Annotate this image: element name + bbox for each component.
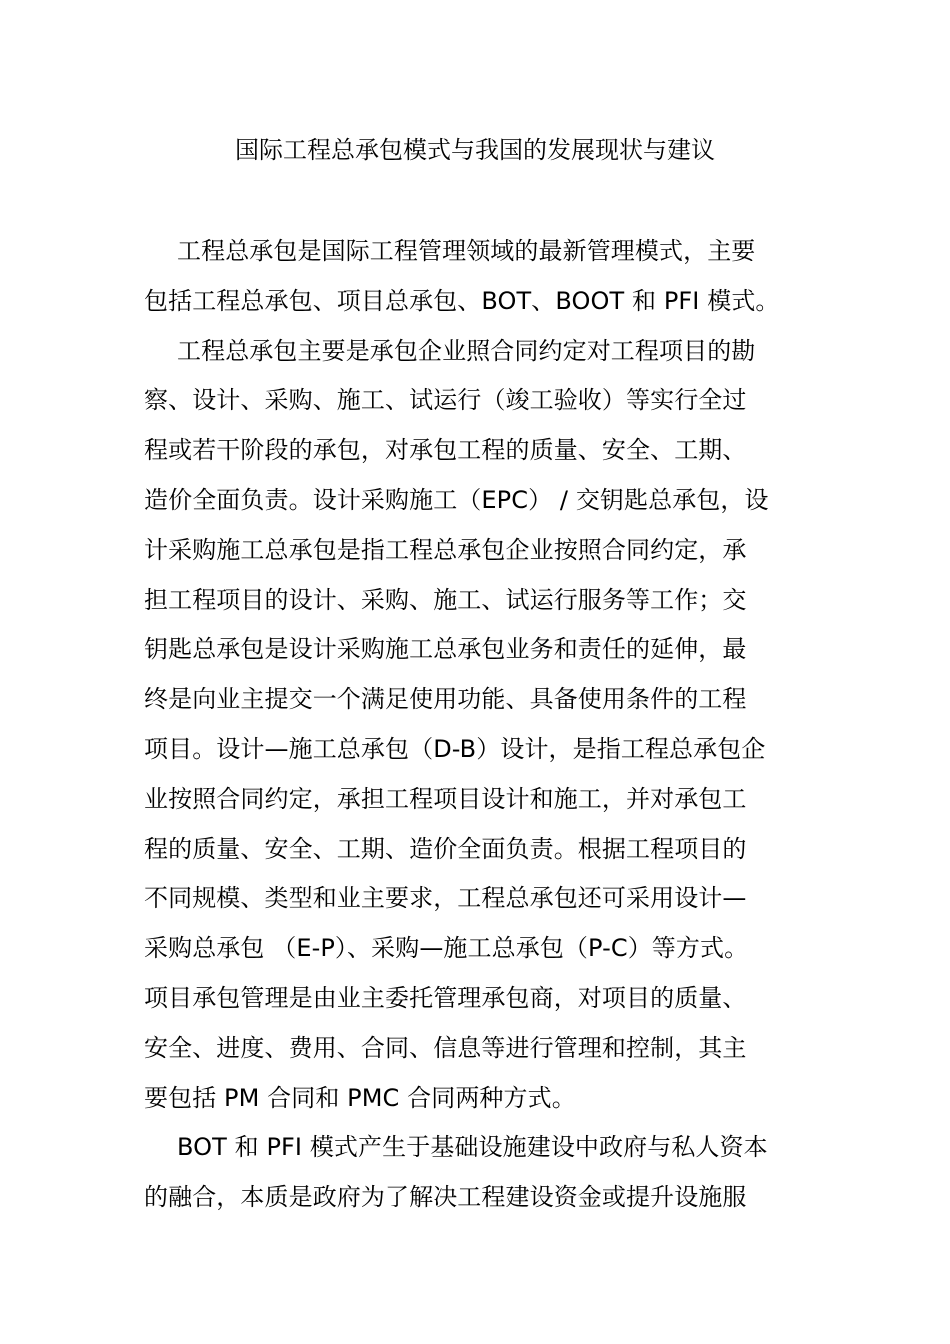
text-line: 不同规模、类型和业主要求，工程总承包还可采用设计— [144, 884, 747, 913]
text-line: 造价全面负责。设计采购施工（EPC） / 交钥匙总承包，设 [144, 485, 769, 514]
text-line: 程的质量、安全、工期、造价全面负责。根据工程项目的 [144, 834, 747, 863]
text-line: 业按照合同约定，承担工程项目设计和施工，并对承包工 [144, 784, 747, 813]
text-line: 项目。设计—施工总承包（D-B）设计，是指工程总承包企 [144, 734, 766, 763]
paragraph-3 [144, 1123, 824, 1223]
text-line: 工程总承包是国际工程管理领域的最新管理模式，主要 [177, 237, 756, 265]
text-line: 计采购施工总承包是指工程总承包企业按照合同约定，承 [144, 535, 747, 564]
text-line: 担工程项目的设计、采购、施工、试运行服务等工作；交 [144, 585, 747, 614]
text-line: 安全、进度、费用、合同、信息等进行管理和控制，其主 [144, 1033, 747, 1062]
document-title: 国际工程总承包模式与我国的发展现状与建议 [235, 136, 715, 164]
text-line: 钥匙总承包是设计采购施工总承包业务和责任的延伸，最 [144, 635, 747, 664]
text-line: BOT 和 PFI 模式产生于基础设施建设中政府与私人资本 [177, 1133, 768, 1162]
text-line: 采购总承包 （E-P）、采购—施工总承包（P-C）等方式。 [144, 934, 749, 963]
text-line: 察、设计、采购、施工、试运行（竣工验收）等实行全过 [144, 386, 747, 415]
text-line: 工程总承包主要是承包企业照合同约定对工程项目的勘 [177, 336, 756, 365]
paragraph-2 [144, 327, 824, 1124]
text-line: 项目承包管理是由业主委托管理承包商，对项目的质量、 [144, 983, 747, 1012]
text-line: 要包括 PM 合同和 PMC 合同两种方式。 [144, 1083, 576, 1112]
text-line: 的融合，本质是政府为了解决工程建设资金或提升设施服 [144, 1183, 747, 1212]
document-body [144, 227, 824, 1223]
text-line: 终是向业主提交一个满足使用功能、具备使用条件的工程 [144, 685, 747, 714]
text-line: 程或若干阶段的承包，对承包工程的质量、安全、工期、 [144, 436, 747, 465]
paragraph-1 [144, 227, 824, 327]
text-line: 包括工程总承包、项目总承包、BOT、BOOT 和 PFI 模式。 [144, 286, 780, 315]
